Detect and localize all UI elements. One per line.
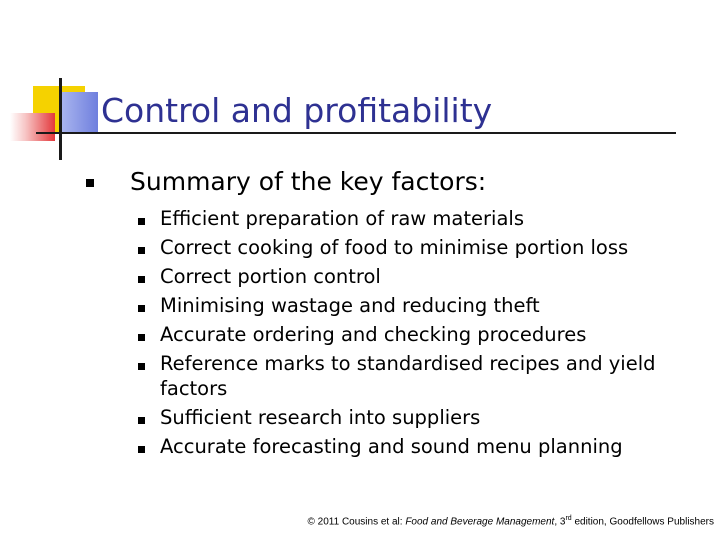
logo-blue-square — [62, 92, 98, 132]
main-bullet-text: Summary of the key factors: — [130, 167, 487, 196]
footer-edition-sup: rd — [565, 515, 572, 522]
list-item-text: Reference marks to standardised recipes and yield factors — [160, 352, 656, 400]
list-item — [138, 405, 718, 430]
square-bullet-icon — [138, 334, 145, 341]
list-item — [138, 235, 718, 260]
logo-vertical-line — [59, 78, 62, 160]
list-item — [138, 322, 718, 347]
list-item-text: Sufficient research into suppliers — [160, 406, 481, 429]
list-item-text: Correct portion control — [160, 265, 381, 288]
footer-prefix: © 2011 Cousins et al: — [307, 516, 406, 528]
footer-suffix: edition, Goodfellows Publishers — [571, 516, 714, 528]
title-underline — [36, 132, 676, 134]
list-item — [138, 264, 718, 289]
list-item — [138, 434, 718, 459]
footer-edition-num: , 3 — [554, 516, 566, 528]
square-bullet-icon — [138, 363, 145, 370]
key-factors-list — [138, 206, 718, 463]
list-item-text: Efficient preparation of raw materials — [160, 207, 524, 230]
square-bullet-icon — [138, 247, 145, 254]
list-item-text: Correct cooking of food to minimise portion loss — [160, 236, 629, 259]
footer-book-title: Food and Beverage Management — [405, 516, 555, 528]
slide-logo — [0, 0, 110, 170]
square-bullet-icon — [138, 446, 145, 453]
list-item — [138, 293, 718, 318]
list-item-text: Accurate ordering and checking procedures — [160, 323, 587, 346]
list-item — [138, 206, 718, 231]
copyright-footer — [308, 515, 714, 527]
square-bullet-icon — [138, 276, 145, 283]
slide-title: Control and profitability — [101, 91, 493, 130]
list-item-text: Accurate forecasting and sound menu planning — [160, 435, 623, 458]
logo-red-square — [10, 113, 55, 141]
square-bullet-icon — [138, 417, 145, 424]
square-bullet-icon — [138, 305, 145, 312]
square-bullet-icon — [138, 218, 145, 225]
list-item — [138, 351, 718, 401]
square-bullet-icon — [86, 179, 94, 187]
list-item-text: Minimising wastage and reducing theft — [160, 294, 540, 317]
